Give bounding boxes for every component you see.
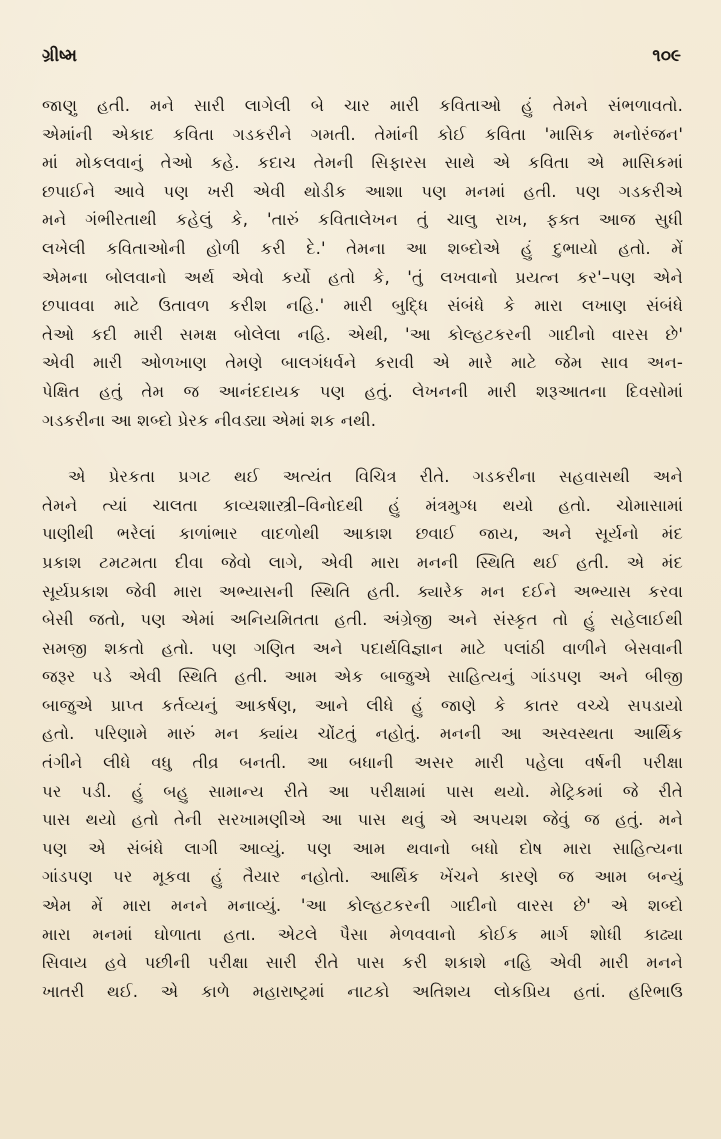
text-line: એમ મેં મારા મનને મનાવ્યું. 'આ કોલ્હટકરની ગાદીનો વારસ છે' એ શબ્દો (42, 896, 683, 916)
text-line: સમજી શકતો હતો. પણ ગણિત અને પદાર્થવિજ્ઞાન માટે પલાંઠી વાળીને બેસવાની (42, 638, 683, 658)
paragraph-2 (42, 463, 683, 1006)
text-line: મારા મનમાં ઘોળાતા હતા. એટલે પૈસા મેળવવાનો કોઈક માર્ગ શોધી કાઢ્યા (42, 924, 683, 944)
paragraph-1 (42, 92, 683, 435)
text-line: પણ એ સંબંધે લાગી આવ્યું. પણ આમ થવાનો બધો દોષ મારા સાહિત્યના (42, 838, 683, 858)
text-line: પાસ થયો હતો તેની સરખામણીએ આ પાસ થવું એ અપયશ જેવું જ હતું. મને (42, 810, 683, 830)
text-line: છપાવવા માટે ઉતાવળ કરીશ નહિ.' મારી બુદ્ધિ સંબંધે કે મારા લખાણ સંબંધે (42, 296, 683, 316)
text-line: સિવાય હવે પછીની પરીક્ષા સારી રીતે પાસ કરી શકાશે નહિ એવી મારી મનને (42, 953, 683, 973)
text-line: એ પ્રેરકતા પ્રગટ થઈ અત્યંત વિચિત્ર રીતે. ગડકરીના સહવાસથી અને (68, 467, 683, 487)
text-line: તેઓ કદી મારી સમક્ષ બોલેલા નહિ. એથી, 'આ કોલ્હટકરની ગાદીનો વારસ છે' (42, 324, 683, 344)
text-line: ગાંડપણ પર મૂકવા હું તૈયાર નહોતો. આર્થિક ખેંચને કારણે જ આમ બન્યું (42, 867, 683, 887)
text-line: પેક્ષિત હતું તેમ જ આનંદદાયક પણ હતું. લેખનની મારી શરૂઆતના દિવસોમાં (42, 381, 683, 401)
text-line: માં મોકલવાનું તેઓ કહે. કદાચ તેમની સિફારસ સાથે એ કવિતા એ માસિકમાં (42, 153, 683, 173)
page-number: ૧૦૯ (652, 46, 681, 66)
text-line: એમાંની એકાદ કવિતા ગડકરીને ગમતી. તેમાંની કોઈ કવિતા 'માસિક મનોરંજન' (42, 124, 683, 144)
text-line: છપાઈને આવે પણ ખરી એવી થોડીક આશા પણ મનમાં હતી. પણ ગડકરીએ (42, 181, 683, 201)
text-line: તંગીને લીધે વધુ તીવ્ર બનતી. આ બધાની અસર મારી પહેલા વર્ષની પરીક્ષા (42, 753, 683, 773)
text-line: બાજુએ પ્રાપ્ત કર્તવ્યનું આકર્ષણ, આને લીધે હું જાણે કે કાતર વચ્ચે સપડાયો (42, 695, 683, 715)
text-line: ગડકરીના આ શબ્દો પ્રેરક નીવડ્યા એમાં શક નથી. (42, 410, 377, 430)
paragraph-gap (42, 435, 683, 463)
text-line: બેસી જતો, પણ એમાં અનિયમિતતા હતી. અંગ્રેજી અને સંસ્કૃત તો હું સહેલાઈથી (42, 610, 683, 630)
text-line: એવી મારી ઓળખાણ તેમણે બાલગંધર્વને કરાવી એ મારે માટે જેમ સાવ અન- (42, 353, 683, 373)
text-line: લખેલી કવિતાઓની હોળી કરી દે.' તેમના આ શબ્દોએ હું દુભાયો હતો. મેં (42, 238, 683, 258)
text-line: હતો. પરિણામે મારું મન ક્યાંય ચોંટતું નહોતું. મનની આ અસ્વસ્થતા આર્થિક (42, 724, 683, 744)
chapter-title: ગ્રીષ્મ (42, 46, 78, 66)
text-line: એમના બોલવાનો અર્થ એવો કર્યો હતો કે, 'તું લખવાનો પ્રયત્ન કર'–પણ એને (42, 267, 683, 287)
text-line: તેમને ત્યાં ચાલતા કાવ્યશાસ્ત્રી–વિનોદથી હું મંત્રમુગ્ધ થયો હતો. ચોમાસામાં (42, 495, 683, 515)
text-line: પર પડી. હું બહુ સામાન્ય રીતે આ પરીક્ષામાં પાસ થયો. મેટ્રિકમાં જે રીતે (42, 781, 683, 801)
text-line: પ્રકાશ ટમટમતા દીવા જેવો લાગે, એવી મારા મનની સ્થિતિ થઈ હતી. એ મંદ (42, 552, 683, 572)
text-line: જાણુ હતી. મને સારી લાગેલી બે ચાર મારી કવિતાઓ હું તેમને સંભળાવતો. (42, 96, 683, 115)
text-line: પાણીથી ભરેલાં કાળાંભાર વાદળોથી આકાશ છવાઈ જાય, અને સૂર્યનો મંદ (42, 524, 683, 544)
text-line: સૂર્યપ્રકાશ જેવી મારા અભ્યાસની સ્થિતિ હતી. ક્યારેક મન દઈને અભ્યાસ કરવા (42, 581, 683, 601)
text-line: જરૂર પડે એવી સ્થિતિ હતી. આમ એક બાજુએ સાહિત્યનું ગાંડપણ અને બીજી (42, 667, 683, 687)
body-text (42, 92, 683, 1006)
running-head (42, 46, 681, 66)
text-line: મને ગંભીરતાથી કહેલું કે, 'તારું કવિતાલેખન તું ચાલુ રાખ, ફક્ત આજ સુધી (42, 210, 683, 230)
text-line: ખાતરી થઈ. એ કાળે મહારાષ્ટ્રમાં નાટકો અતિશય લોકપ્રિય હતાં. હરિભાઉ (42, 981, 683, 1001)
